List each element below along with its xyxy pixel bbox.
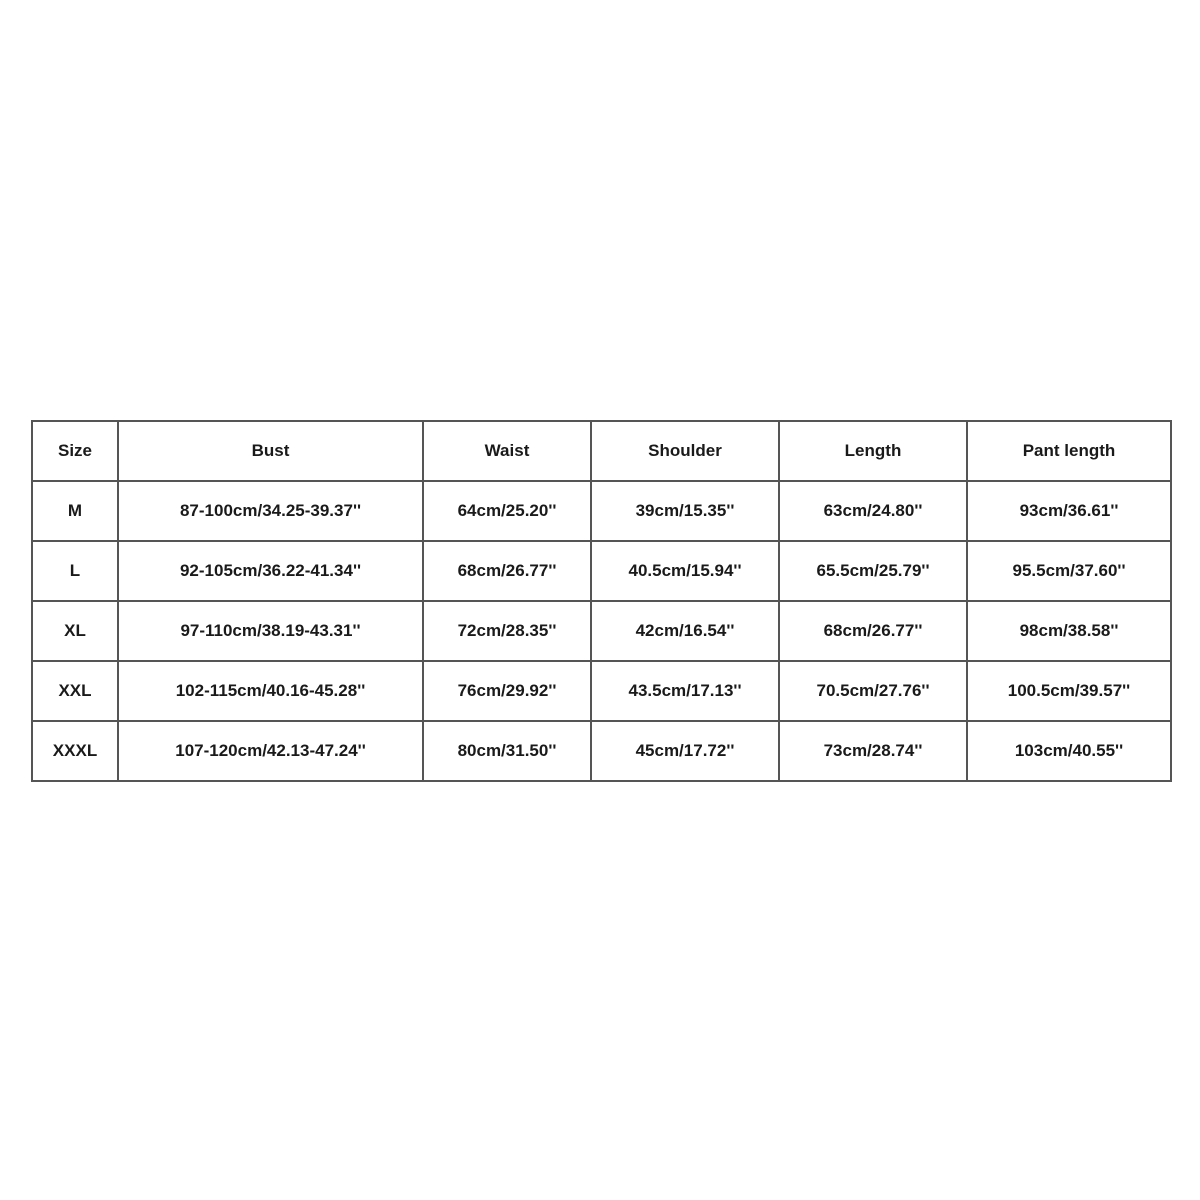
header-row [32,421,1171,481]
header-waist: Waist [423,421,591,481]
header-bust: Bust [118,421,423,481]
cell-waist: 76cm/29.92'' [423,661,591,721]
cell-length: 63cm/24.80'' [779,481,967,541]
cell-shoulder: 39cm/15.35'' [591,481,779,541]
cell-size: M [32,481,118,541]
header-length: Length [779,421,967,481]
cell-bust: 97-110cm/38.19-43.31'' [118,601,423,661]
cell-length: 73cm/28.74'' [779,721,967,781]
cell-pant-length: 98cm/38.58'' [967,601,1171,661]
cell-waist: 80cm/31.50'' [423,721,591,781]
table-row [32,541,1171,601]
cell-length: 70.5cm/27.76'' [779,661,967,721]
header-size: Size [32,421,118,481]
table-row [32,721,1171,781]
cell-size: L [32,541,118,601]
cell-shoulder: 42cm/16.54'' [591,601,779,661]
cell-size: XL [32,601,118,661]
header-shoulder: Shoulder [591,421,779,481]
table-row [32,661,1171,721]
cell-shoulder: 45cm/17.72'' [591,721,779,781]
cell-waist: 72cm/28.35'' [423,601,591,661]
header-pant-length: Pant length [967,421,1171,481]
cell-pant-length: 95.5cm/37.60'' [967,541,1171,601]
table-row [32,481,1171,541]
cell-size: XXL [32,661,118,721]
cell-length: 68cm/26.77'' [779,601,967,661]
cell-bust: 92-105cm/36.22-41.34'' [118,541,423,601]
cell-pant-length: 100.5cm/39.57'' [967,661,1171,721]
cell-waist: 64cm/25.20'' [423,481,591,541]
cell-shoulder: 43.5cm/17.13'' [591,661,779,721]
cell-pant-length: 103cm/40.55'' [967,721,1171,781]
cell-length: 65.5cm/25.79'' [779,541,967,601]
cell-shoulder: 40.5cm/15.94'' [591,541,779,601]
cell-pant-length: 93cm/36.61'' [967,481,1171,541]
cell-waist: 68cm/26.77'' [423,541,591,601]
cell-bust: 102-115cm/40.16-45.28'' [118,661,423,721]
size-chart-table [31,420,1172,782]
cell-size: XXXL [32,721,118,781]
cell-bust: 87-100cm/34.25-39.37'' [118,481,423,541]
cell-bust: 107-120cm/42.13-47.24'' [118,721,423,781]
table-row [32,601,1171,661]
